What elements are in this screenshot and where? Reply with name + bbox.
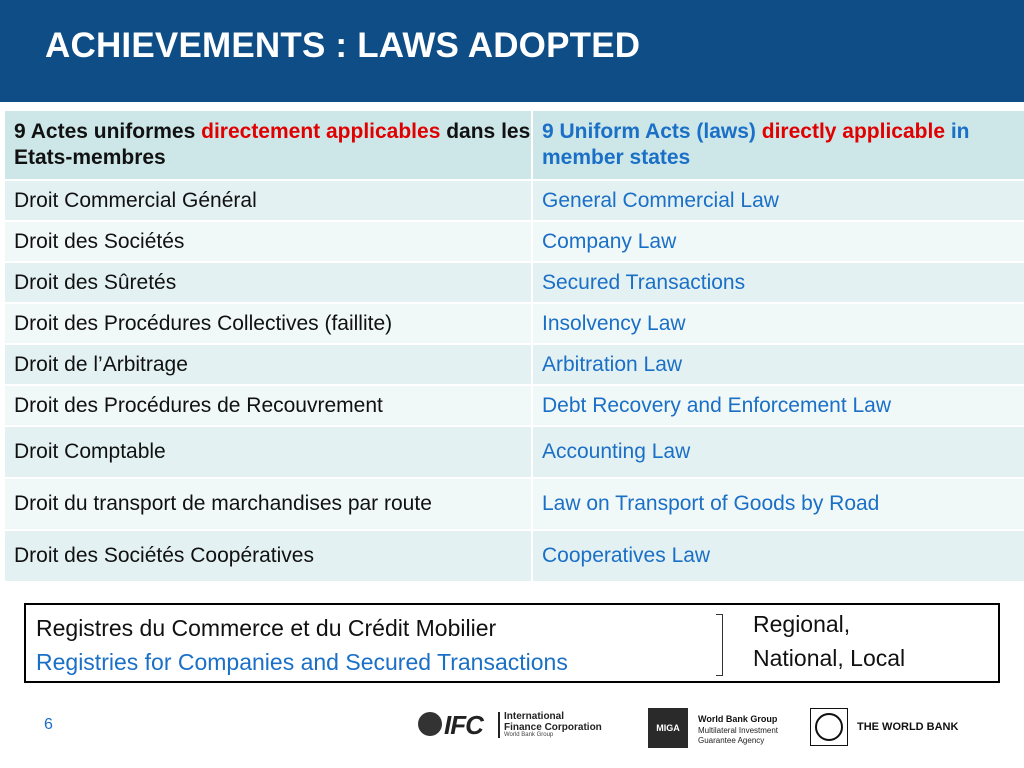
registries-english: Registries for Companies and Secured Transactions [36,649,568,675]
law-english: General Commercial Law [532,180,1024,221]
registries-box [24,603,1000,683]
law-english: Accounting Law [532,426,1024,478]
miga-wordmark: MIGA [656,723,680,733]
law-english: Debt Recovery and Enforcement Law [532,385,1024,426]
table-row [4,303,1024,344]
world-bank-name: THE WORLD BANK [857,721,959,733]
header-en-part1: 9 Uniform Acts (laws) [542,120,762,143]
globe-icon [815,713,843,741]
miga-logo [648,708,688,748]
header-fr-part3: dans les Etats-membres [14,120,531,169]
table-row [4,478,1024,530]
header-cell-french [4,110,532,180]
law-english: Cooperatives Law [532,530,1024,582]
law-french: Droit des Sociétés Coopératives [4,530,532,582]
slide-title: ACHIEVEMENTS : LAWS ADOPTED [45,26,641,65]
header-cell-english [532,110,1024,180]
header-fr-highlight: directement applicables [201,120,441,143]
ifc-separator [498,712,500,738]
table-row [4,385,1024,426]
ifc-name-line3: World Bank Group [504,732,554,738]
law-english: Insolvency Law [532,303,1024,344]
ifc-logo [418,710,618,740]
header-en-highlight: directly applicable [761,120,946,143]
law-english: Arbitration Law [532,344,1024,385]
miga-line1: World Bank Group [698,714,778,724]
law-french: Droit de l’Arbitrage [4,344,532,385]
table-row [4,426,1024,478]
table-header-row [4,110,1024,180]
table-row [4,180,1024,221]
law-english: Company Law [532,221,1024,262]
registries-french: Registres du Commerce et du Crédit Mobilier [36,615,497,641]
ifc-wordmark: IFC [444,710,483,740]
title-bar [0,0,1024,102]
law-french: Droit des Sûretés [4,262,532,303]
miga-line3: Guarantee Agency [698,736,765,745]
ifc-name-line1: International [504,711,565,722]
table-row [4,262,1024,303]
law-english: Secured Transactions [532,262,1024,303]
law-french: Droit des Procédures de Recouvrement [4,385,532,426]
header-fr-part1: 9 Actes uniformes [14,120,202,143]
law-french: Droit du transport de marchandises par route [4,478,532,530]
title-divider [0,102,1024,106]
law-french: Droit des Sociétés [4,221,532,262]
header-en-part3: in member states [542,120,970,169]
table-row [4,530,1024,582]
law-french: Droit Comptable [4,426,532,478]
laws-table [3,109,1024,583]
globe-icon [418,712,442,736]
law-french: Droit Commercial Général [4,180,532,221]
ifc-name-line2: Finance Corporation [504,722,602,733]
bracket-divider [716,614,723,676]
miga-line2: Multilateral Investment [698,726,779,735]
law-french: Droit des Procédures Collectives (faillite) [4,303,532,344]
page-number: 6 [44,716,53,733]
table-row [4,344,1024,385]
table-row [4,221,1024,262]
world-bank-logo [810,708,848,746]
registries-scope-line2: National, Local [753,645,906,671]
law-english: Law on Transport of Goods by Road [532,478,1024,530]
registries-scope-line1: Regional, [753,611,851,637]
